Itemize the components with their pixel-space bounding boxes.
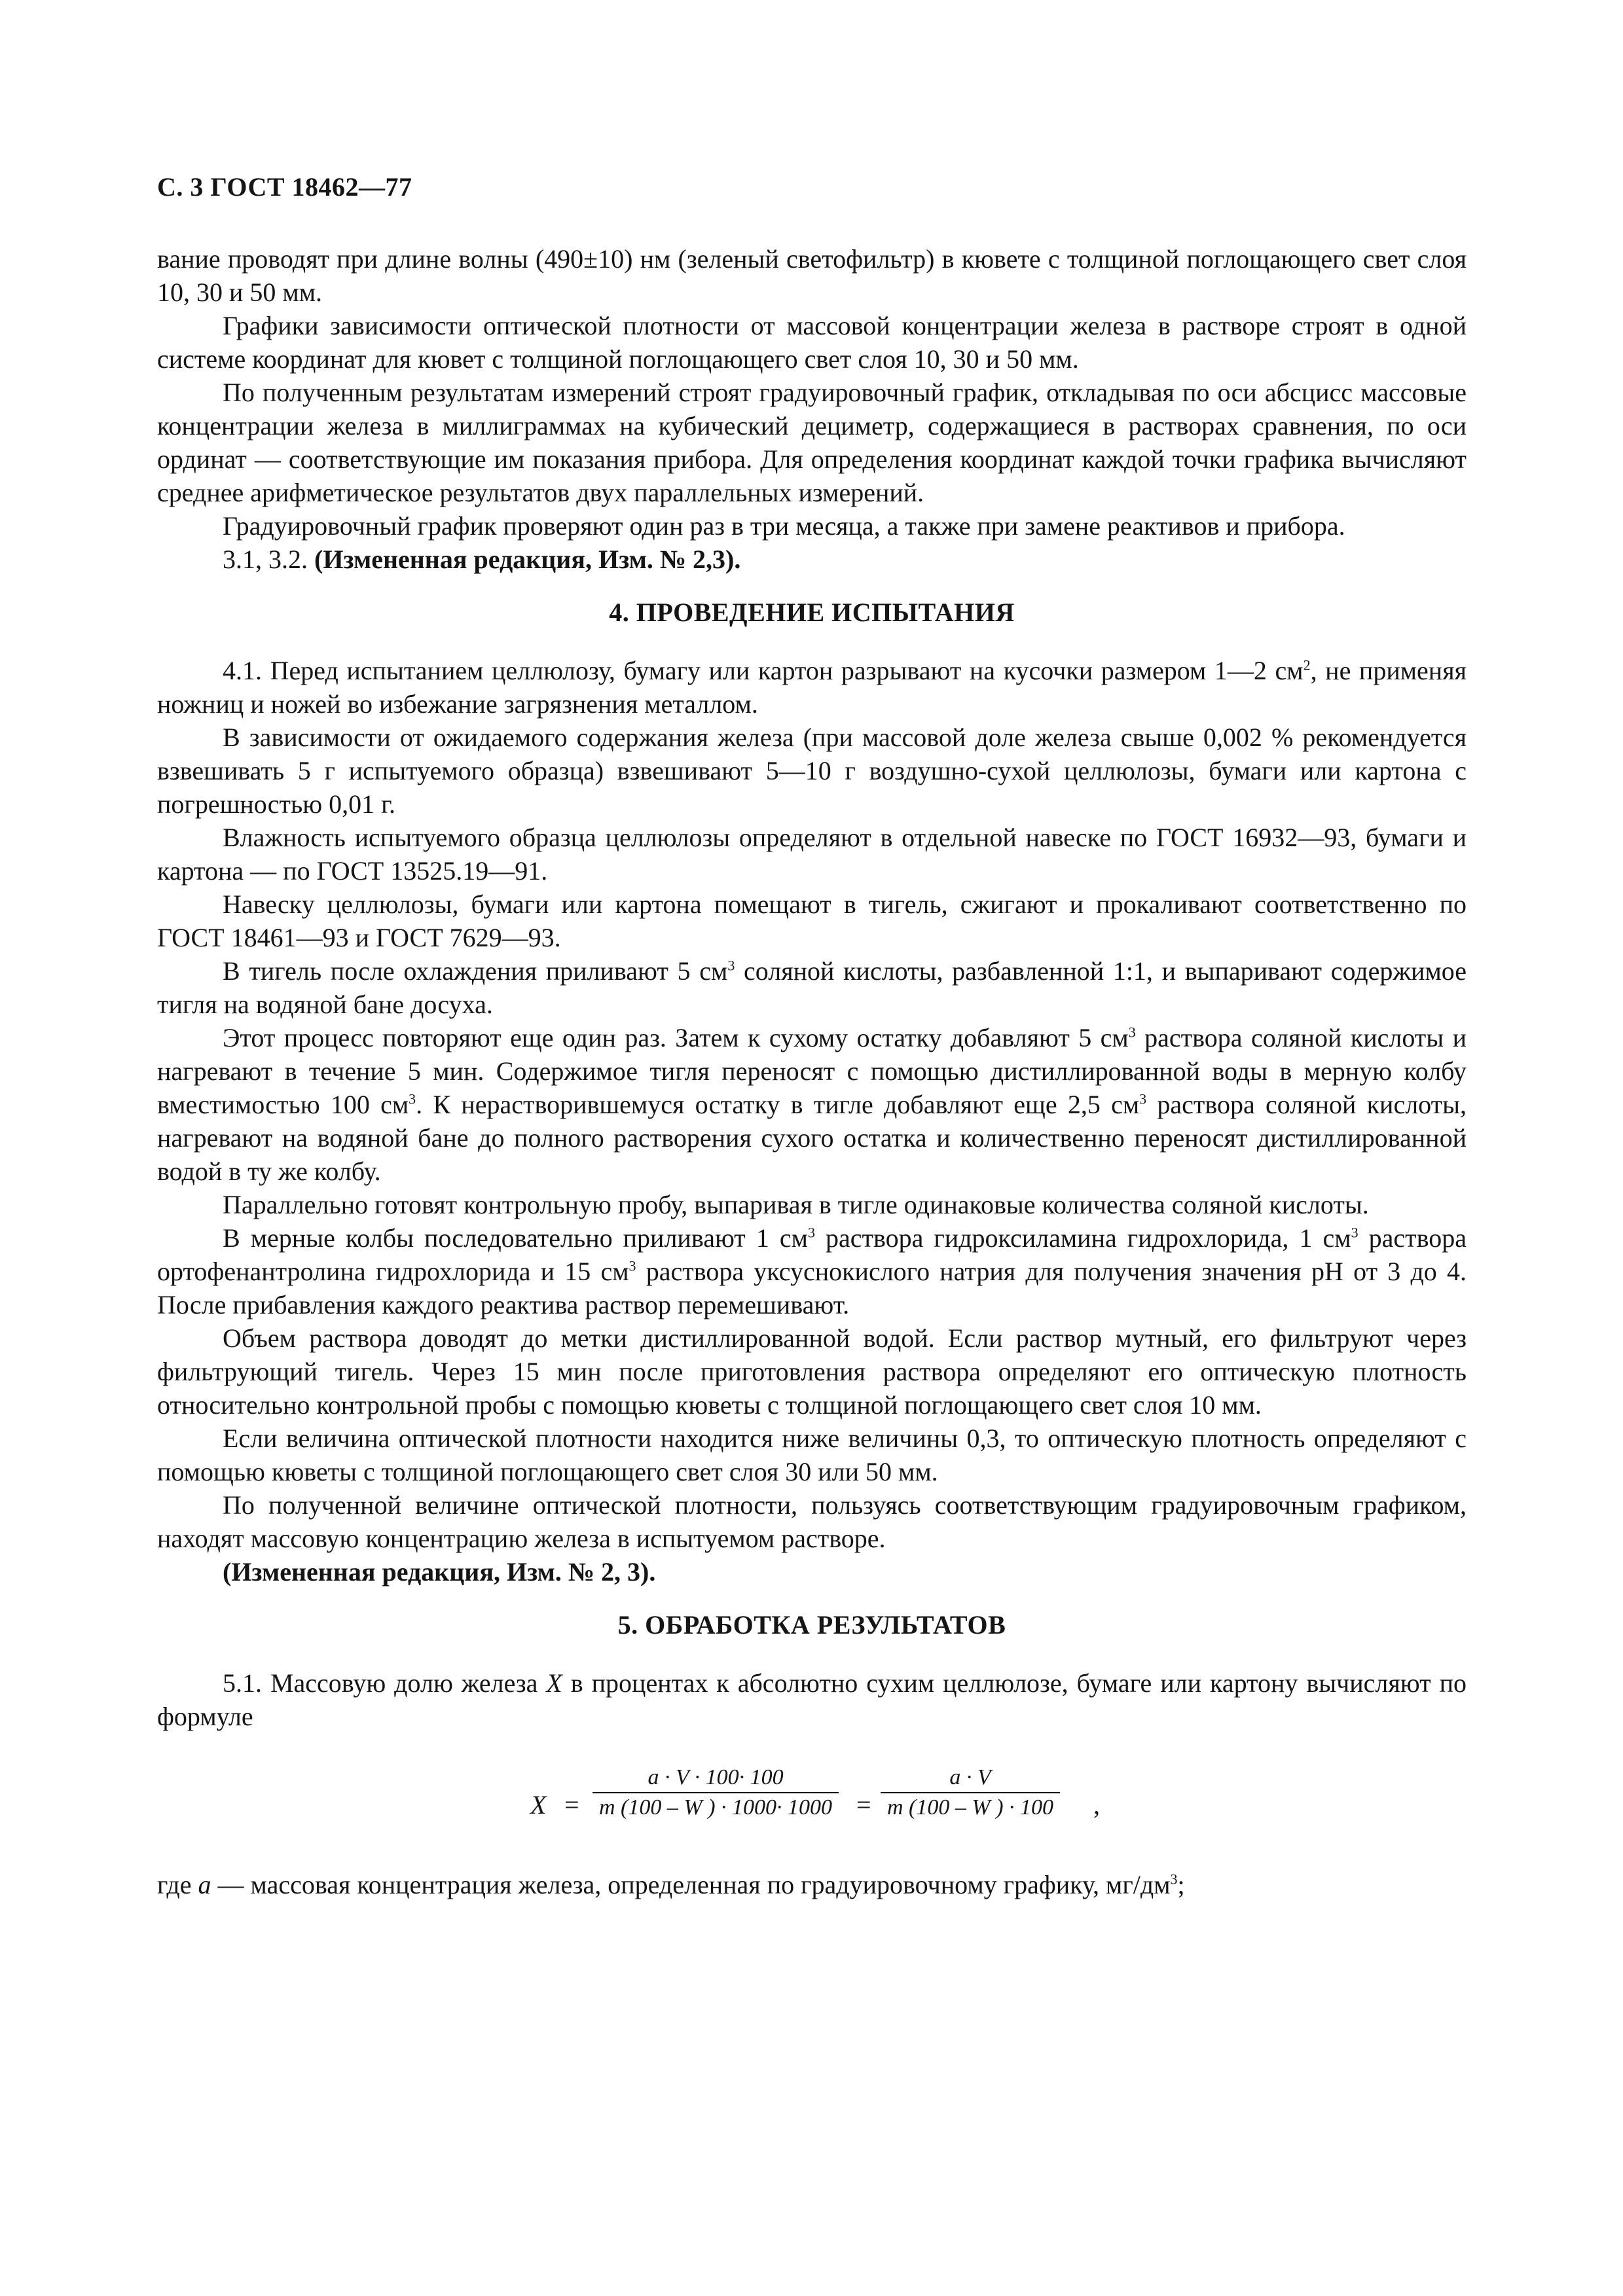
- amendment-text: (Измененная редакция, Изм. № 2,3).: [314, 545, 741, 574]
- variable: a: [198, 1870, 211, 1899]
- variable: X: [546, 1668, 562, 1698]
- paragraph: [157, 1021, 1467, 1188]
- text-run: В мерные колбы последовательно приливают 1 см: [223, 1223, 808, 1253]
- superscript: 3: [409, 1090, 416, 1107]
- text-run: соляной кислоты, разбавленной 1:1, и выпаривают содержимое тигля на водяной бане досуха.: [157, 956, 1467, 1019]
- section-heading: 5. ОБРАБОТКА РЕЗУЛЬТАТОВ: [617, 1610, 1006, 1640]
- equals-sign: =: [856, 1790, 871, 1820]
- fraction-denominator: m (100 – W ) · 1000· 1000: [593, 1792, 839, 1822]
- text-run: , не применяя ножниц и ножей во избежание загрязнения металлом.: [157, 656, 1467, 719]
- formula-lhs: X: [530, 1790, 547, 1820]
- amendment-note: (Измененная редакция, Изм. № 2, 3).: [223, 1557, 656, 1587]
- running-head: С. 3 ГОСТ 18462—77: [157, 172, 412, 202]
- fraction-2: [881, 1763, 1060, 1822]
- paragraph: Влажность испытуемого образца целлюлозы определяют в отдельной навеске по ГОСТ 16932—93, бумаги и картона — по ГОСТ 13525.19—91.: [157, 823, 1467, 886]
- paragraph: [157, 1666, 1467, 1733]
- text-run: 4.1. Перед испытанием целлюлозу, бумагу или картон разрывают на кусочки размером 1—2 см: [223, 656, 1304, 685]
- paragraph: Навеску целлюлозы, бумаги или картона помещают в тигель, сжигают и прокаливают соответственно по ГОСТ 18461—93 и ГОСТ 7629—93.: [157, 889, 1467, 952]
- text-run: раствора ортофенантролина гидрохлорида и 15 см: [157, 1223, 1467, 1286]
- paragraph: Объем раствора доводят до метки дистиллированной водой. Если раствор мутный, его фильтруют через фильтрующий тигель. Через 15 мин после приготовления раствора определяют его оптическую плотность относительно контрольной пробы с помощью кюветы с толщиной поглощающего свет слоя 10 мм.: [157, 1323, 1467, 1420]
- superscript: 3: [807, 1224, 815, 1241]
- where-clause: [157, 1868, 1467, 1901]
- formula: [157, 1758, 1467, 1850]
- paragraph: В зависимости от ожидаемого содержания железа (при массовой доле железа свыше 0,002 % рекомендуется взвешивать 5 г испытуемого образца) взвешивают 5—10 г воздушно-сухой целлюлозы, бумаги или картона с погрешностью 0,01 г.: [157, 723, 1467, 819]
- paragraph: вание проводят при длине волны (490±10) нм (зеленый светофильтр) в кювете с толщиной поглощающего свет слоя 10, 30 и 50 мм.: [157, 244, 1467, 307]
- paragraph: [157, 954, 1467, 1021]
- paragraph: Градуировочный график проверяют один раз в три месяца, а также при замене реактивов и прибора.: [223, 511, 1345, 541]
- equals-sign: =: [564, 1790, 579, 1820]
- text-run: . К нерастворившемуся остатку в тигле добавляют еще 2,5 см: [416, 1090, 1140, 1119]
- paragraph: [157, 654, 1467, 721]
- text-run: ;: [1177, 1870, 1185, 1899]
- paragraph: Если величина оптической плотности находится ниже величины 0,3, то оптическую плотность определяют с помощью кюветы с толщиной поглощающего свет слоя 30 или 50 мм.: [157, 1424, 1467, 1486]
- amendment-note: [157, 543, 1467, 576]
- fraction-numerator: a · V: [949, 1765, 991, 1789]
- fraction-1: [593, 1763, 839, 1822]
- superscript: 3: [1139, 1090, 1147, 1107]
- text-run: Этот процесс повторяют еще один раз. Затем к сухому остатку добавляют 5 см: [223, 1023, 1129, 1052]
- text-run: где: [157, 1870, 198, 1899]
- paragraph: Параллельно готовят контрольную пробу, выпаривая в тигле одинаковые количества соляной кислоты.: [223, 1190, 1369, 1219]
- text-run: В тигель после охлаждения приливают 5 см: [223, 956, 728, 986]
- paragraph: По полученным результатам измерений строят градуировочный график, откладывая по оси абсцисс массовые концентрации железа в миллиграммах на кубический дециметр, содержащиеся в растворах сравнения, по оси ординат — соответствующие им показания прибора. Для определения координат каждой точки графика вычисляют среднее арифметическое результатов двух параллельных измерений.: [157, 378, 1467, 507]
- section-heading: 4. ПРОВЕДЕНИЕ ИСПЫТАНИЯ: [609, 598, 1015, 627]
- clause-ref: 3.1, 3.2.: [223, 545, 308, 574]
- formula-trailing-comma: ,: [1093, 1790, 1100, 1820]
- superscript: 3: [1351, 1224, 1359, 1241]
- text-run: 5.1. Массовую долю железа: [223, 1668, 547, 1698]
- superscript: 3: [629, 1257, 636, 1274]
- text-run: раствора гидроксиламина гидрохлорида, 1 см: [814, 1223, 1351, 1253]
- paragraph: [157, 1221, 1467, 1321]
- fraction-numerator: a · V · 100· 100: [647, 1765, 784, 1789]
- text-run: раствора соляной кислоты, нагревают на водяной бане до полного растворения сухого остатка и количественно переносят дистиллированной водой в ту же колбу.: [157, 1090, 1467, 1186]
- text-run: раствора уксуснокислого натрия для получения значения pH от 3 до 4. После прибавления каждого реактива раствор перемешивают.: [157, 1257, 1467, 1319]
- document-body: [157, 242, 1467, 1901]
- text-run: в процентах к абсолютно сухим целлюлозе, бумаге или картону вычисляют по формуле: [157, 1668, 1467, 1731]
- text-run: раствора соляной кислоты и нагревают в течение 5 мин. Содержимое тигля переносят с помощью дистиллированной воды в мерную колбу вместимостью 100 см: [157, 1023, 1467, 1119]
- superscript: 2: [1303, 656, 1311, 673]
- superscript: 3: [1170, 1871, 1178, 1888]
- text-run: — массовая концентрация железа, определенная по градуировочному графику, мг/дм: [211, 1870, 1171, 1899]
- paragraph: Графики зависимости оптической плотности от массовой концентрации железа в растворе строят в одной системе координат для кювет с толщиной поглощающего свет слоя 10, 30 и 50 мм.: [157, 311, 1467, 374]
- paragraph: По полученной величине оптической плотности, пользуясь соответствующим градуировочным графиком, находят массовую концентрацию железа в испытуемом растворе.: [157, 1490, 1467, 1553]
- fraction-denominator: m (100 – W ) · 100: [881, 1792, 1060, 1822]
- superscript: 3: [727, 957, 735, 974]
- superscript: 3: [1128, 1024, 1136, 1041]
